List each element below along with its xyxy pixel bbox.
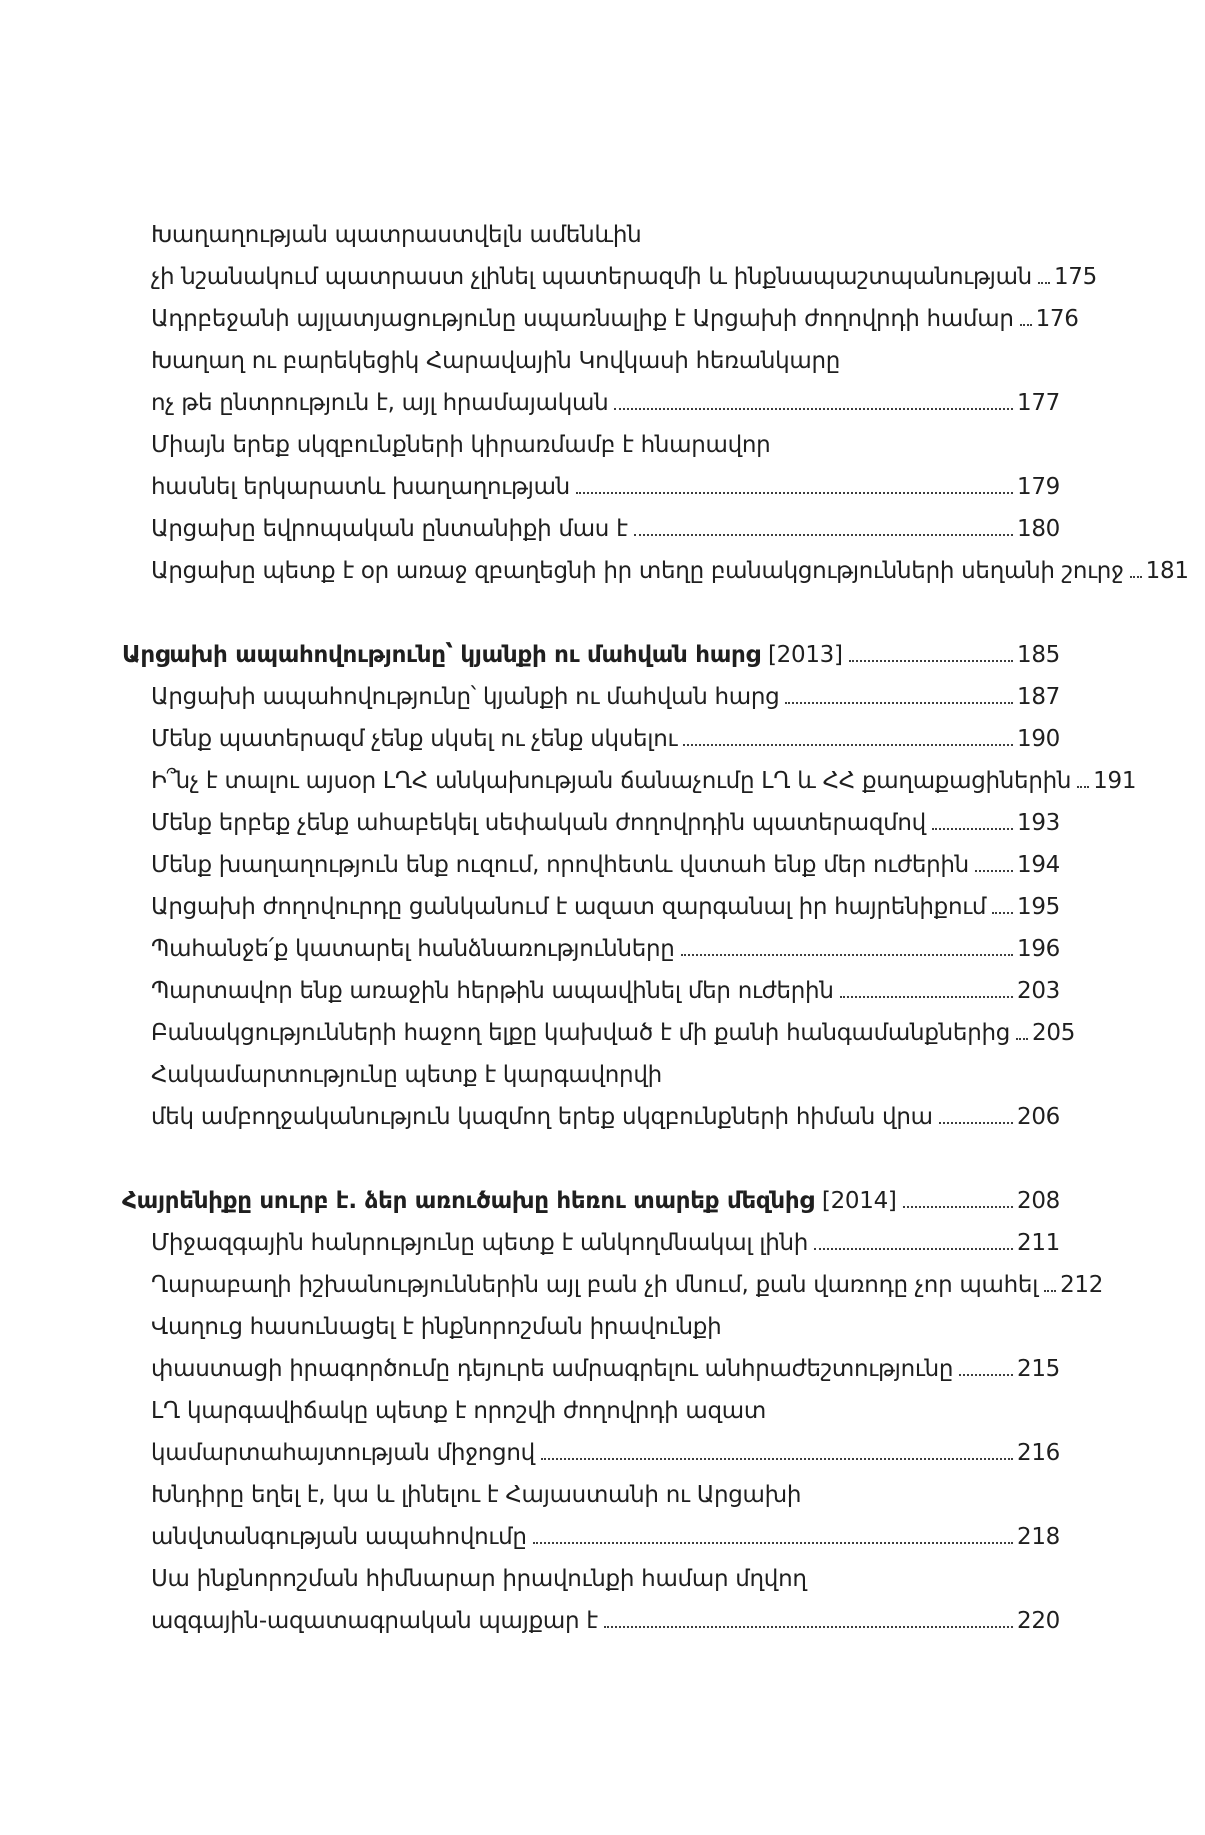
toc-entry-title: կամարտահայտության միջոցով — [151, 1440, 535, 1466]
toc-entry-row — [122, 508, 1060, 550]
toc-entry-continuation-row — [122, 1054, 1060, 1096]
toc-entry-title: Խնդիրը եղել է, կա և լինելու է Հայաստանի ու Արցախի — [151, 1482, 802, 1508]
dot-leader — [785, 702, 1013, 704]
toc-entry-page: 194 — [1017, 852, 1060, 878]
dot-leader — [1016, 1038, 1028, 1040]
dot-leader — [576, 492, 1013, 494]
toc-entry-page: 187 — [1017, 684, 1060, 710]
toc-entry-title: Խաղաղության պատրաստվելն ամենևին — [151, 222, 642, 248]
toc-entry-page: 206 — [1017, 1104, 1060, 1130]
toc-entry-title: ԼՂ կարգավիճակը պետք է որոշվի ժողովրդի ազատ — [151, 1398, 766, 1424]
toc-entry-title: անվտանգության ապահովումը — [151, 1524, 527, 1550]
toc-section-header — [122, 634, 1060, 676]
toc-entry-title: չի նշանակում պատրաստ չլինել պատերազմի և ինքնապաշտպանության — [151, 264, 1032, 290]
toc-entry-row — [122, 760, 1137, 802]
toc-entry-title: Խաղաղ ու բարեկեցիկ Հարավային Կովկասի հեռանկարը — [151, 348, 841, 374]
toc-entry-row — [122, 1012, 1076, 1054]
toc-entry-row — [122, 1348, 1060, 1390]
toc-entry-row — [122, 886, 1060, 928]
toc-entry-continuation-row — [122, 1390, 1060, 1432]
toc-section-page: 208 — [1017, 1188, 1060, 1214]
dot-leader — [1130, 576, 1142, 578]
toc-entry-row — [122, 1600, 1060, 1642]
toc-entry-row — [122, 1222, 1060, 1264]
toc-section-title: Արցախի ապահովությունը՝ կյանքի ու մահվան հարց — [122, 642, 760, 668]
toc-entry-page: 190 — [1017, 726, 1060, 752]
table-of-contents — [122, 214, 1189, 1642]
toc-entry-title: Միայն երեք սկզբունքների կիրառմամբ է հնարավոր — [151, 432, 771, 458]
toc-entry-title: Ադրբեջանի այլատյացությունը սպառնալիք է Արցախի ժողովրդի համար — [151, 306, 1014, 332]
dot-leader — [814, 1248, 1013, 1250]
toc-entry-row — [122, 1264, 1104, 1306]
toc-section-page: 185 — [1017, 642, 1060, 668]
toc-entry-page: 218 — [1017, 1524, 1060, 1550]
toc-entry-page: 220 — [1017, 1608, 1060, 1634]
toc-entry-row — [122, 1096, 1060, 1138]
toc-entry-row — [122, 676, 1060, 718]
toc-entry-row — [122, 844, 1060, 886]
toc-entry-title: Պահանջե՛ք կատարել հանձնառությունները — [151, 936, 675, 962]
toc-entry-title: Բանակցությունների հաջող ելքը կախված է մի քանի հանգամանքներից — [151, 1020, 1011, 1046]
toc-entry-page: 179 — [1017, 474, 1060, 500]
toc-entry-page: 215 — [1017, 1356, 1060, 1382]
toc-section — [122, 214, 1189, 592]
toc-entry-title: Արցախի ապահովությունը՝ կյանքի ու մահվան հարց — [151, 684, 780, 710]
toc-entry-row — [122, 1516, 1060, 1558]
toc-entry-row — [122, 928, 1060, 970]
toc-entry-row — [122, 802, 1060, 844]
dot-leader — [840, 996, 1013, 998]
toc-entry-title: ոչ թե ընտրություն է, այլ հրամայական — [151, 390, 609, 416]
dot-leader — [903, 1206, 1013, 1208]
toc-entry-title: Արցախը եվրոպական ընտանիքի մաս է — [151, 516, 628, 542]
dot-leader — [849, 660, 1013, 662]
toc-entry-continuation-row — [122, 214, 1060, 256]
toc-entry-title: Սա ինքնորոշման հիմնարար իրավունքի համար մղվող — [151, 1566, 807, 1592]
toc-entry-page: 203 — [1017, 978, 1060, 1004]
toc-entry-page: 176 — [1035, 306, 1079, 332]
dot-leader — [1077, 786, 1089, 788]
toc-entry-page: 205 — [1032, 1020, 1076, 1046]
toc-entry-title: Մենք խաղաղություն ենք ուզում, որովհետև վստահ ենք մեր ուժերին — [151, 852, 969, 878]
dot-leader — [533, 1542, 1013, 1544]
dot-leader — [541, 1458, 1013, 1460]
dot-leader — [604, 1626, 1013, 1628]
toc-entry-continuation-row — [122, 1306, 1060, 1348]
toc-entry-title: Մենք պատերազմ չենք սկսել ու չենք սկսելու — [151, 726, 678, 752]
toc-entry-title: հասնել երկարատև խաղաղության — [151, 474, 570, 500]
toc-section-title: Հայրենիքը սուրբ է. ձեր առուծախը հեռու տարեք մեզնից — [122, 1188, 814, 1214]
toc-entry-row — [122, 1432, 1060, 1474]
toc-entry-title: Մենք երբեք չենք ահաբեկել սեփական ժողովրդին պատերազմով — [151, 810, 926, 836]
dot-leader — [992, 912, 1013, 914]
toc-entry-page: 191 — [1093, 768, 1137, 794]
toc-entry-row — [122, 256, 1097, 298]
toc-entry-title: Ի՞նչ է տալու այսօր ԼՂՀ անկախության ճանաչումը ԼՂ և ՀՀ քաղաքացիներին — [151, 768, 1072, 794]
toc-section — [122, 1180, 1104, 1642]
toc-entry-row — [122, 382, 1060, 424]
toc-entry-page: 175 — [1053, 264, 1097, 290]
toc-entry-title: ազգային-ազատագրական պայքար է — [151, 1608, 598, 1634]
dot-leader — [634, 534, 1013, 536]
toc-section-header — [122, 1180, 1060, 1222]
toc-entry-page: 181 — [1145, 558, 1189, 584]
toc-entry-row — [122, 718, 1060, 760]
toc-section-year: [2014] — [821, 1188, 897, 1214]
toc-entry-continuation-row — [122, 1558, 1060, 1600]
toc-entry-row — [122, 466, 1060, 508]
toc-entry-continuation-row — [122, 340, 1060, 382]
toc-entry-title: Վաղուց հասունացել է ինքնորոշման իրավունքի — [151, 1314, 722, 1340]
toc-entry-continuation-row — [122, 424, 1060, 466]
toc-entry-page: 196 — [1017, 936, 1060, 962]
dot-leader — [932, 828, 1013, 830]
dot-leader — [939, 1122, 1013, 1124]
toc-entry-row — [122, 970, 1060, 1012]
toc-entry-title: մեկ ամբողջականություն կազմող երեք սկզբունքների հիման վրա — [151, 1104, 933, 1130]
toc-entry-title: Հակամարտությունը պետք է կարգավորվի — [151, 1062, 662, 1088]
toc-entry-row — [122, 550, 1189, 592]
toc-entry-title: փաստացի իրագործումը դեյուրե ամրագրելու անհրաժեշտությունը — [151, 1356, 954, 1382]
toc-section-year: [2013] — [767, 642, 843, 668]
dot-leader — [1044, 1290, 1056, 1292]
toc-entry-title: Արցախի ժողովուրդը ցանկանում է ազատ զարգանալ իր հայրենիքում — [151, 894, 987, 920]
toc-entry-page: 212 — [1060, 1272, 1104, 1298]
toc-entry-title: Պարտավոր ենք առաջին հերթին ապավինել մեր ուժերին — [151, 978, 834, 1004]
dot-leader — [614, 408, 1013, 410]
toc-entry-title: Արցախը պետք է օր առաջ զբաղեցնի իր տեղը բանակցությունների սեղանի շուրջ — [151, 558, 1124, 584]
toc-entry-page: 195 — [1017, 894, 1060, 920]
dot-leader — [1038, 282, 1050, 284]
toc-entry-title: Միջազգային հանրությունը պետք է անկողմնակալ լինի — [151, 1230, 809, 1256]
toc-entry-page: 193 — [1017, 810, 1060, 836]
dot-leader — [959, 1374, 1013, 1376]
toc-entry-page: 216 — [1017, 1440, 1060, 1466]
dot-leader — [975, 870, 1013, 872]
toc-entry-page: 180 — [1017, 516, 1060, 542]
toc-section — [122, 634, 1137, 1138]
toc-entry-continuation-row — [122, 1474, 1060, 1516]
toc-entry-row — [122, 298, 1079, 340]
toc-entry-page: 211 — [1017, 1230, 1060, 1256]
toc-entry-title: Ղարաբաղի իշխանություններին այլ բան չի մնում, քան վառոդը չոր պահել — [151, 1272, 1039, 1298]
dot-leader — [1020, 324, 1032, 326]
dot-leader — [683, 744, 1013, 746]
toc-entry-page: 177 — [1017, 390, 1060, 416]
dot-leader — [681, 954, 1013, 956]
